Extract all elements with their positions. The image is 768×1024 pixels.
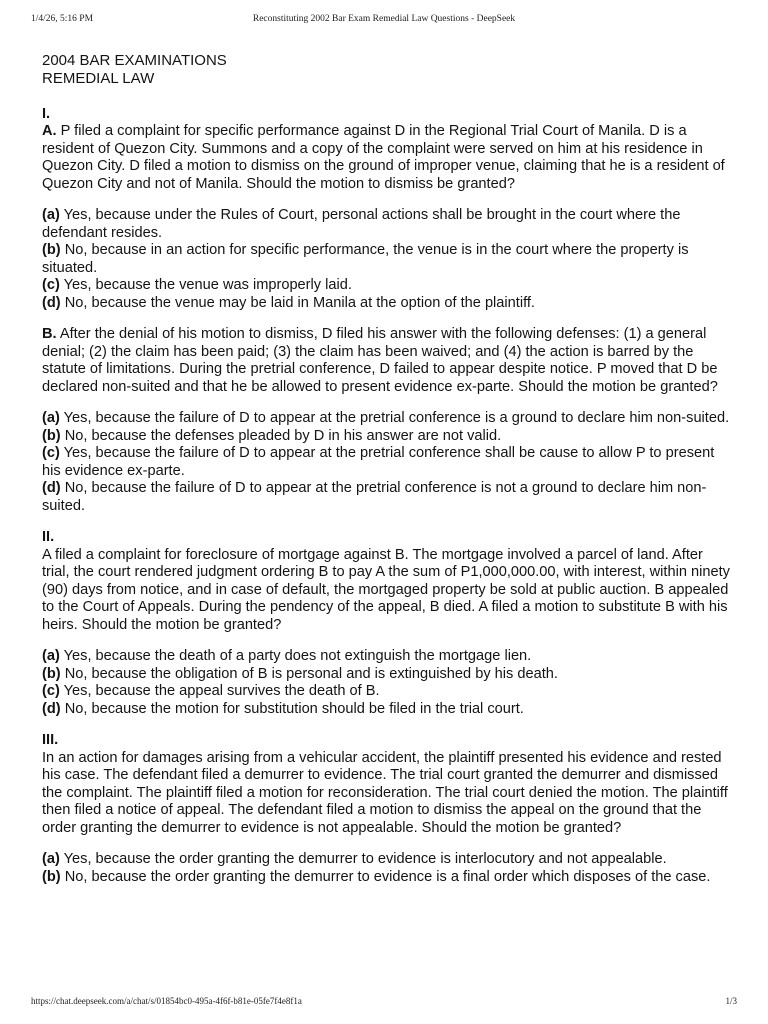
item-label: B. [42,326,57,342]
item-label: A. [42,123,57,139]
print-header [31,14,737,28]
choices-1b [42,410,732,515]
choice [42,410,732,428]
choice-text: Yes, because under the Rules of Court, personal actions shall be brought in the court where the defendant resides. [42,207,681,241]
choices-3 [42,851,732,886]
question-3 [42,732,732,886]
choice-label: (a) [42,410,60,426]
choice-label: (b) [42,427,61,444]
question-1a-stem [42,123,732,193]
choice-label: (c) [42,683,60,699]
item-text: P filed a complaint for specific performance against D in the Regional Trial Court of Manila. D is a resident of Quezon City. Summons and a copy of the complaint were served on him at his residence in Quezon City. D filed a motion to dismiss on the ground of improper venue, claiming that he is a resident of Quezon City and not of Manila. Should the motion to dismiss be granted? [42,123,725,192]
choice [42,648,732,666]
choice [42,683,732,701]
choice-text: No, because the order granting the demurrer to evidence is a final order which disposes of the case. [60,868,711,885]
choice-label: (c) [42,445,60,461]
print-page-title: Reconstituting 2002 Bar Exam Remedial Law Questions - DeepSeek [252,14,516,24]
choice [42,242,732,277]
choice-label: (d) [42,700,61,717]
choice-text: Yes, because the death of a party does not extinguish the mortgage lien. [59,648,532,664]
choice-label: (d) [42,480,61,496]
choice-text: Yes, because the failure of D to appear at the pretrial conference is a ground to declare him non-suited. [59,410,730,426]
choice-text: No, because the obligation of B is personal and is extinguished by his death. [60,665,558,682]
print-datetime: 1/4/26, 5:16 PM [31,14,94,24]
question-2-stem: A filed a complaint for foreclosure of mortgage against B. The mortgage involved a parcel of land. After trial, the court rendered judgment ordering B to pay A the sum of P1,000,000.00, with interest, within ninety (90) days from notice, and in case of default, the mortgaged property be sold at public auction. B appealed to the Court of Appeals. During the pendency of the appeal, B died. A filed a motion to substitute B with his heirs. Should the motion be granted? [42,546,730,633]
print-page-number: 1/3 [725,996,737,1006]
choice-label: (b) [42,242,61,258]
choice-label: (b) [42,665,61,682]
choice-label: (a) [42,648,60,664]
print-url: https://chat.deepseek.com/a/chat/s/01854bc0-495a-4f6f-b81e-05fe7f4e8f1a [31,996,302,1006]
document-title [42,52,732,88]
choice [42,295,732,313]
choice-text: No, because in an action for specific performance, the venue is in the court where the property is situated. [42,242,689,276]
question-numeral: III. [42,732,59,748]
choice-text: Yes, because the order granting the demurrer to evidence is interlocutory and not appealable. [59,851,667,867]
choice-text: No, because the motion for substitution should be filed in the trial court. [60,700,524,717]
choice-text: Yes, because the failure of D to appear at the pretrial conference shall be cause to allow P to present his evidence ex-parte. [42,445,715,479]
choice-label: (a) [42,851,60,867]
choice-text: No, because the defenses pleaded by D in his answer are not valid. [60,427,502,444]
choice [42,445,732,480]
choice [42,207,732,242]
choice-label: (d) [42,294,61,311]
choice-label: (a) [42,207,60,223]
choice-text: Yes, because the appeal survives the death of B. [59,683,380,699]
question-1 [42,106,732,516]
choice-text: No, because the failure of D to appear at the pretrial conference is not a ground to declare him non-suited. [42,480,707,514]
choice-label: (c) [42,277,60,293]
choice [42,869,732,887]
question-numeral: II. [42,529,55,545]
choice [42,851,732,869]
choice-text: Yes, because the venue was improperly laid. [59,277,352,293]
item-text: After the denial of his motion to dismiss, D filed his answer with the following defenses: (1) a general denial; (2) the claim has been paid; (3) the claim has been waived; and (4) the action is barred by the statute of limitations. During the pretrial conference, D failed to appear despite notice. P moved that D be declared non-suited and that he be allowed to present evidence ex-parte. Should the motion be granted? [42,326,718,395]
question-2 [42,529,732,718]
choice [42,666,732,684]
document-body [42,52,732,886]
question-1b-stem [42,326,732,396]
title-line-1: 2004 BAR EXAMINATIONS [42,52,227,69]
choice-label: (b) [42,868,61,885]
question-numeral: I. [42,105,51,122]
choice [42,480,732,515]
choices-1a [42,207,732,312]
choice-text: No, because the venue may be laid in Manila at the option of the plaintiff. [60,294,535,311]
choice [42,277,732,295]
choice [42,428,732,446]
print-footer [31,996,737,1010]
choices-2 [42,648,732,718]
title-line-2: REMEDIAL LAW [42,70,155,87]
choice [42,701,732,719]
question-3-stem: In an action for damages arising from a vehicular accident, the plaintiff presented his evidence and rested his case. The defendant filed a demurrer to evidence. The trial court granted the demurrer and dismissed the complaint. The plaintiff filed a motion for reconsideration. The trial court denied the motion. The plaintiff then filed a notice of appeal. The defendant filed a motion to dismiss the appeal on the ground that the order granting the demurrer to evidence is not appealable. Should the motion be granted? [42,749,728,836]
